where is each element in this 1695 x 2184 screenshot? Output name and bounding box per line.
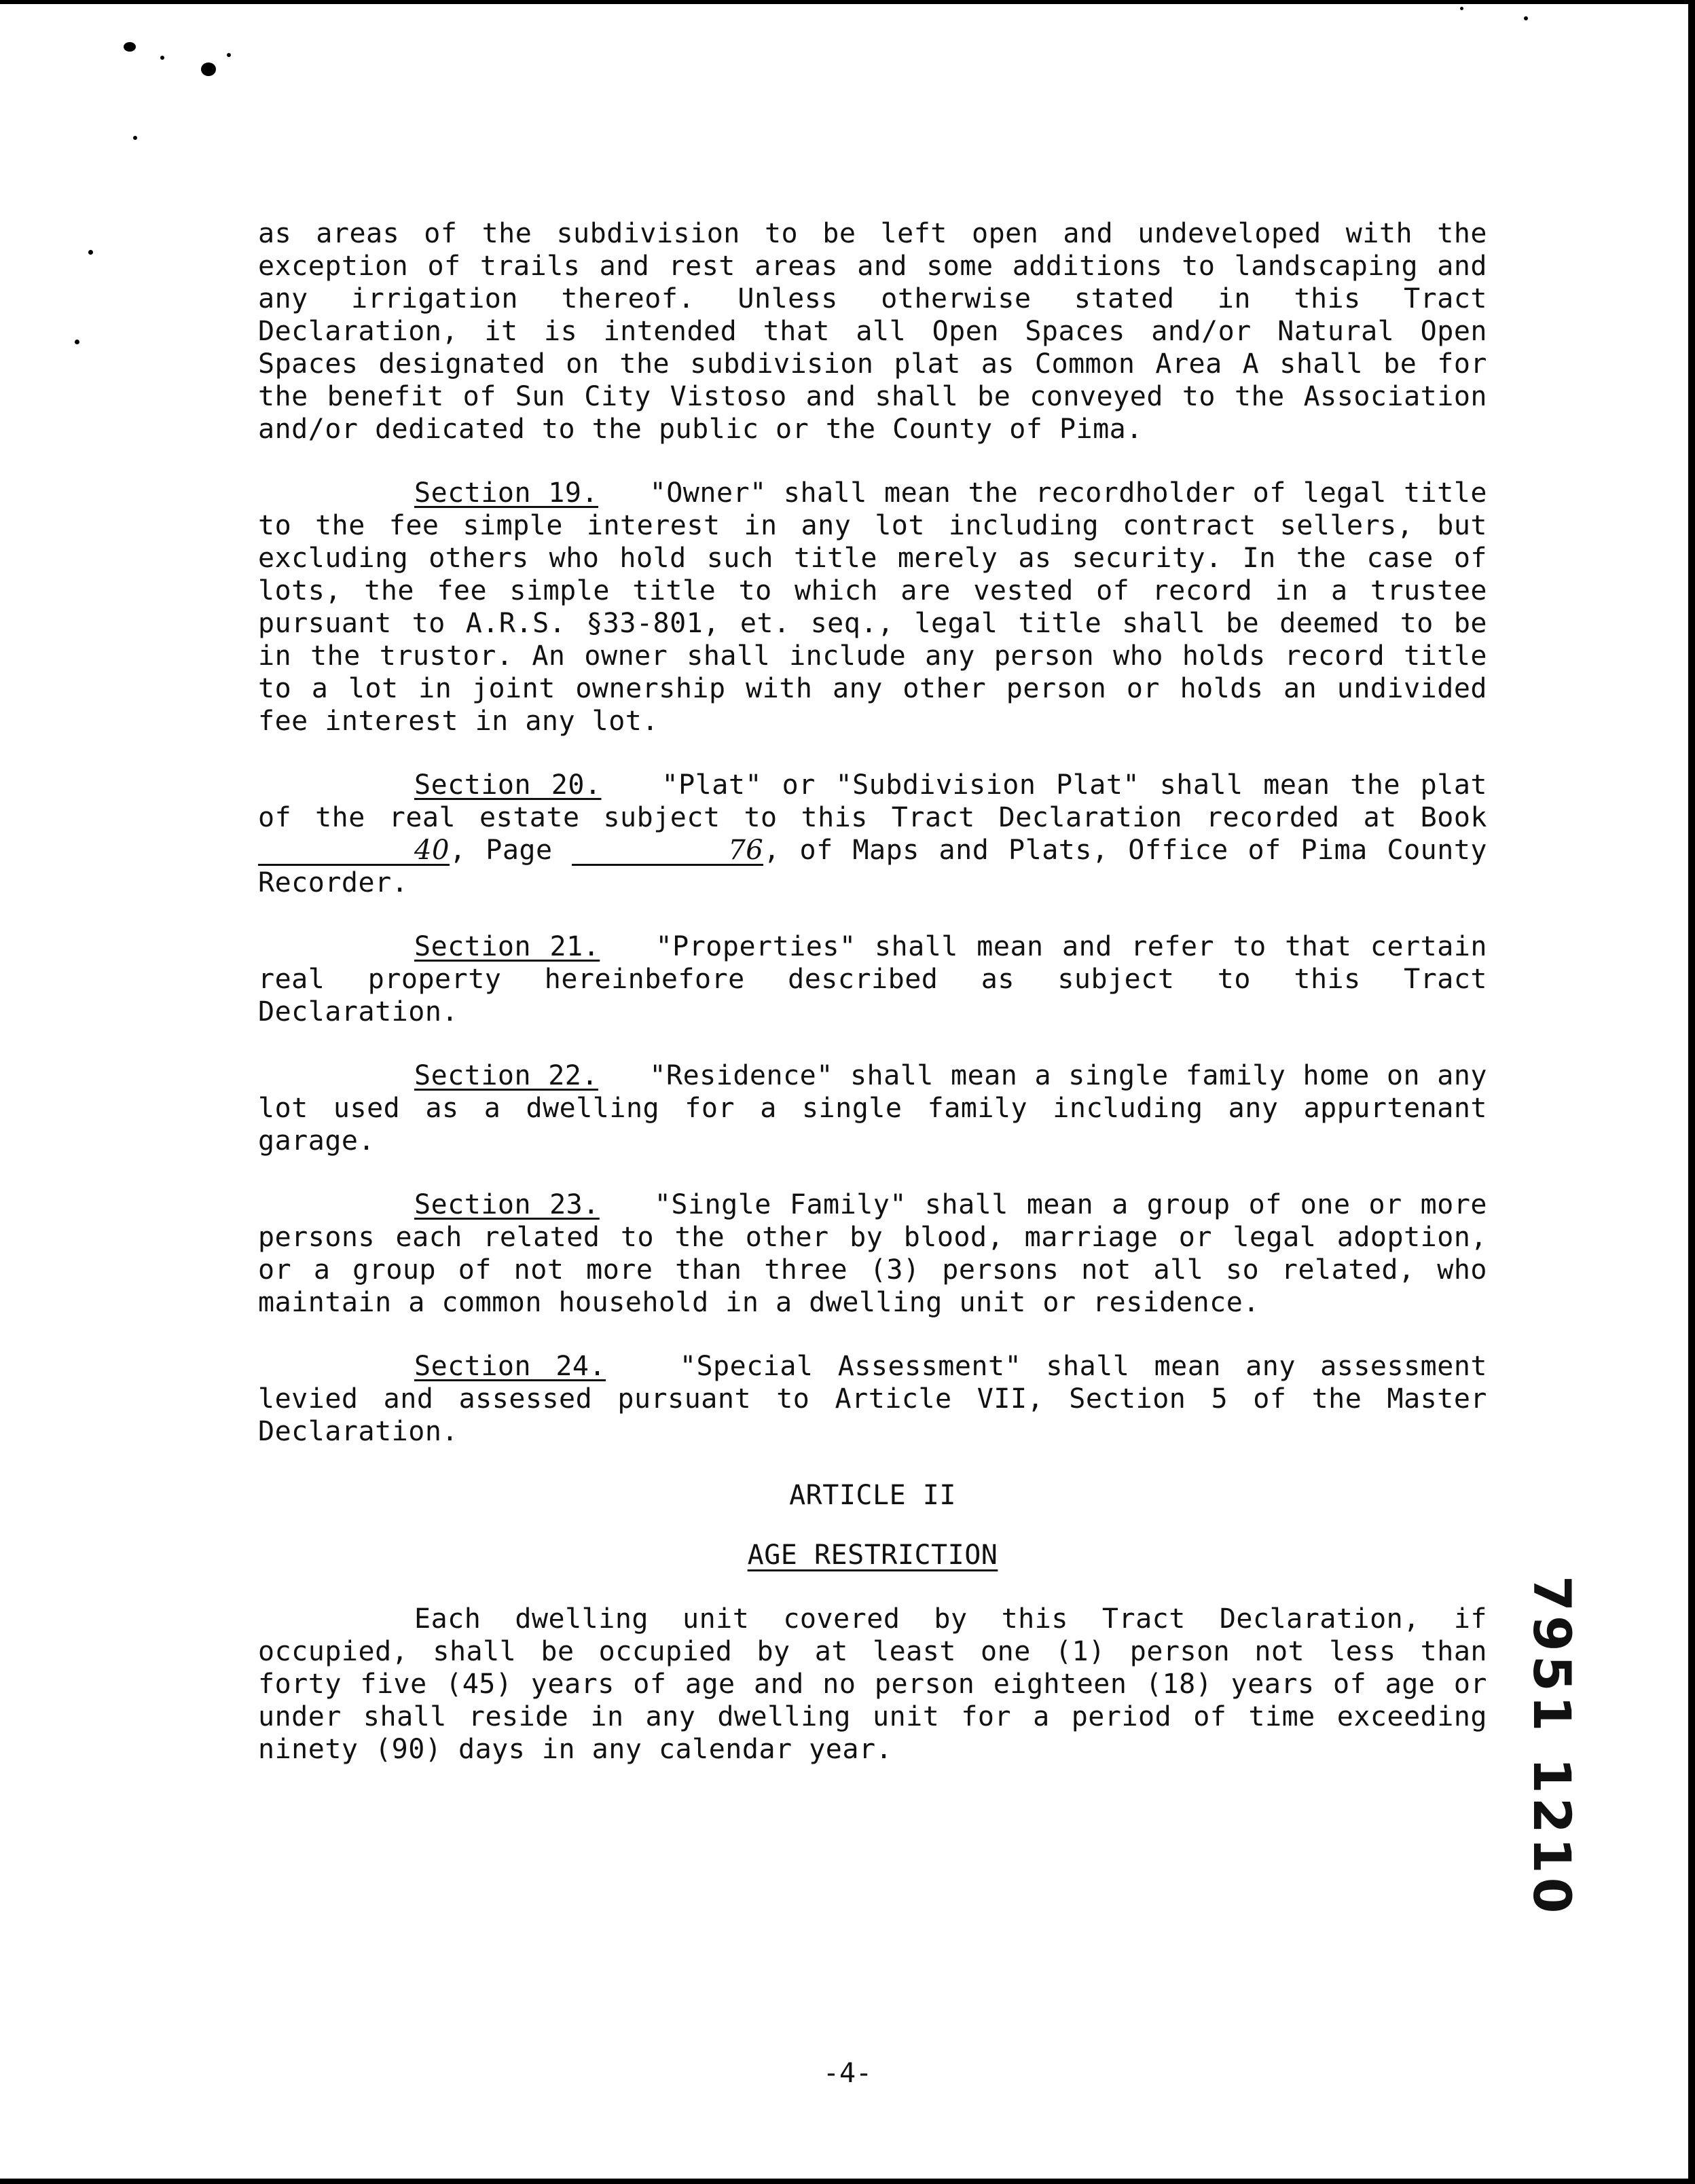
section-text: , Page	[449, 835, 553, 866]
section-24	[258, 1350, 1487, 1448]
section-text: "Owner" shall mean the recordholder of legal title to the fee simple interest in any lot including contract sellers, but excluding others who hold such title merely as security. In the case of lots, the fee simple title to which are vested of record in a trustee pursuant to A.R.S. §33-801, et. seq., legal title shall be deemed to be in the trustor. An owner shall include any person who holds record title to a lot in joint ownership with any other person or holds an undivided fee interest in any lot.	[258, 477, 1487, 737]
scan-edge-top	[0, 0, 1695, 4]
scan-edge-bottom	[0, 2179, 1695, 2184]
page-number: -4-	[822, 2058, 873, 2089]
paragraph-open-spaces	[258, 217, 1487, 445]
book-number-handwritten: 40	[258, 837, 450, 866]
article-subtitle	[258, 1539, 1487, 1571]
section-text: , of Maps and Plats, Office of Pima County Recorder.	[258, 835, 1487, 898]
section-text: "Properties" shall mean and refer to that certain real property hereinbefore described as subject to this Tract Declaration.	[258, 931, 1487, 1027]
paragraph-text: Each dwelling unit covered by this Tract Declaration, if occupied, shall be occupied by at least one (1) person not less than forty five (45) years of age and no person eighteen (18) years of age or under shall reside in any dwelling unit for a period of time exceeding ninety (90) days in any calendar year.	[258, 1603, 1487, 1765]
scan-speck	[1524, 16, 1528, 20]
section-heading: Section 23.	[414, 1189, 600, 1220]
section-text: "Special Assessment" shall mean any assessment levied and assessed pursuant to Article VII, Section 5 of the Master Declaration.	[258, 1351, 1488, 1447]
section-heading: Section 21.	[414, 931, 600, 962]
section-text: "Residence" shall mean a single family home on any lot used as a dwelling for a single family including any appurtenant garage.	[258, 1060, 1487, 1157]
scan-speck	[201, 62, 216, 76]
document-body	[258, 217, 1487, 1797]
scan-speck	[124, 42, 136, 52]
paragraph-text: as areas of the subdivision to be left open and undeveloped with the exception of trails and rest areas and some additions to landscaping and any irrigation thereof. Unless otherwise stated in this Tract Declaration, it is intended that all Open Spaces and/or Natural Open Spaces designated on the subdivision plat as Common Area A shall be for the benefit of Sun City Vistoso and shall be conveyed to the Association and/or dedicated to the public or the County of Pima.	[258, 218, 1487, 445]
section-20	[258, 769, 1487, 899]
scan-speck	[88, 250, 93, 255]
section-heading: Section 19.	[414, 477, 599, 509]
article-title: ARTICLE II	[789, 1480, 956, 1511]
section-text: "Plat" or "Subdivision Plat" shall mean the plat of the real estate subject to this Tract Declaration recorded at Book	[258, 769, 1488, 833]
scan-speck	[1460, 7, 1463, 10]
section-19	[258, 477, 1487, 738]
section-heading: Section 22.	[414, 1060, 598, 1091]
scan-speck	[75, 340, 79, 344]
page-number-handwritten: 76	[572, 837, 763, 866]
section-heading: Section 24.	[414, 1351, 606, 1382]
scan-speck	[227, 53, 231, 57]
scan-speck	[133, 136, 137, 140]
section-heading: Section 20.	[414, 769, 602, 801]
section-23	[258, 1188, 1487, 1319]
scan-edge-right	[1688, 0, 1695, 2184]
scan-speck	[160, 56, 164, 60]
article-subtitle-text: AGE RESTRICTION	[747, 1540, 998, 1571]
recording-stamp: 7951 1210	[1522, 1576, 1582, 1918]
age-restriction-paragraph	[258, 1603, 1487, 1766]
section-22	[258, 1059, 1487, 1157]
section-text: "Single Family" shall mean a group of one or more persons each related to the other by blood, marriage or legal adoption, or a group of not more than three (3) persons not all so related, who maintain a common household in a dwelling unit or residence.	[258, 1189, 1487, 1318]
section-21	[258, 930, 1487, 1028]
